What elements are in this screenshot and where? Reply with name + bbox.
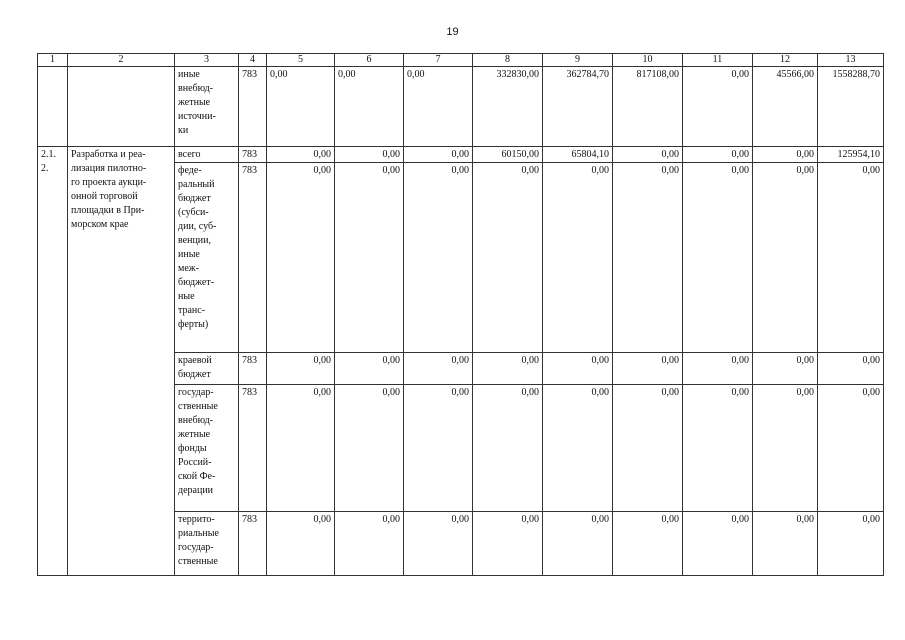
value-cell: 0,00 — [543, 385, 613, 512]
funding-source-cell: всего — [175, 147, 239, 163]
value-cell: 0,00 — [818, 353, 884, 385]
value-cell: 0,00 — [335, 147, 404, 163]
value-cell: 0,00 — [683, 353, 753, 385]
header-row — [38, 54, 884, 67]
budget-table — [37, 53, 884, 576]
value-cell: 0,00 — [267, 385, 335, 512]
column-header: 3 — [175, 54, 239, 67]
value-cell: 65804,10 — [543, 147, 613, 163]
value-cell: 0,00 — [473, 385, 543, 512]
funding-source-cell: краевой бюджет — [175, 353, 239, 385]
column-header: 12 — [753, 54, 818, 67]
page-number: 19 — [446, 26, 459, 38]
value-cell: 125954,10 — [818, 147, 884, 163]
value-cell: 1558288,70 — [818, 67, 884, 147]
code-cell: 783 — [239, 385, 267, 512]
item-number-cell — [38, 67, 68, 147]
value-cell: 0,00 — [683, 163, 753, 353]
column-header: 5 — [267, 54, 335, 67]
value-cell: 0,00 — [613, 512, 683, 576]
value-cell: 0,00 — [335, 512, 404, 576]
value-cell: 0,00 — [753, 512, 818, 576]
value-cell: 0,00 — [335, 353, 404, 385]
funding-source-cell: террито- риальные государ- ственные — [175, 512, 239, 576]
value-cell: 0,00 — [753, 353, 818, 385]
column-header: 10 — [613, 54, 683, 67]
table-row — [38, 67, 884, 147]
column-header: 4 — [239, 54, 267, 67]
item-number-cell: 2.1. 2. — [38, 147, 68, 576]
value-cell: 0,00 — [753, 147, 818, 163]
value-cell: 0,00 — [753, 163, 818, 353]
value-cell: 0,00 — [543, 512, 613, 576]
value-cell: 0,00 — [267, 512, 335, 576]
value-cell: 0,00 — [613, 353, 683, 385]
value-cell: 0,00 — [335, 67, 404, 147]
value-cell: 0,00 — [473, 512, 543, 576]
code-cell: 783 — [239, 512, 267, 576]
column-header: 9 — [543, 54, 613, 67]
column-header: 2 — [68, 54, 175, 67]
code-cell: 783 — [239, 67, 267, 147]
value-cell: 0,00 — [683, 385, 753, 512]
value-cell: 0,00 — [613, 163, 683, 353]
item-name-cell: Разработка и реа- лизация пилотно- го проекта аукци- онной торговой площадки в При- морском крае — [68, 147, 175, 576]
column-header: 8 — [473, 54, 543, 67]
code-cell: 783 — [239, 147, 267, 163]
value-cell: 60150,00 — [473, 147, 543, 163]
code-cell: 783 — [239, 353, 267, 385]
table-row — [38, 147, 884, 163]
value-cell: 0,00 — [335, 163, 404, 353]
value-cell: 0,00 — [543, 163, 613, 353]
funding-source-cell: иные внебюд- жетные источни- ки — [175, 67, 239, 147]
value-cell: 817108,00 — [613, 67, 683, 147]
value-cell: 0,00 — [335, 385, 404, 512]
value-cell: 0,00 — [473, 353, 543, 385]
item-name-cell — [68, 67, 175, 147]
value-cell: 0,00 — [267, 147, 335, 163]
value-cell: 45566,00 — [753, 67, 818, 147]
column-header: 7 — [404, 54, 473, 67]
column-header: 1 — [38, 54, 68, 67]
value-cell: 0,00 — [267, 353, 335, 385]
value-cell: 362784,70 — [543, 67, 613, 147]
value-cell: 0,00 — [753, 385, 818, 512]
value-cell: 0,00 — [473, 163, 543, 353]
code-cell: 783 — [239, 163, 267, 353]
value-cell: 0,00 — [683, 147, 753, 163]
value-cell: 0,00 — [683, 67, 753, 147]
value-cell: 0,00 — [613, 385, 683, 512]
column-header: 11 — [683, 54, 753, 67]
value-cell: 0,00 — [404, 512, 473, 576]
column-header: 6 — [335, 54, 404, 67]
value-cell: 0,00 — [613, 147, 683, 163]
funding-source-cell: феде- ральный бюджет (субси- дии, суб- венции, иные меж- бюджет- ные транс- ферты) — [175, 163, 239, 353]
value-cell: 0,00 — [267, 163, 335, 353]
value-cell: 0,00 — [818, 385, 884, 512]
value-cell: 0,00 — [543, 353, 613, 385]
column-header: 13 — [818, 54, 884, 67]
value-cell: 0,00 — [404, 163, 473, 353]
value-cell: 0,00 — [404, 385, 473, 512]
value-cell: 0,00 — [404, 147, 473, 163]
value-cell: 0,00 — [818, 163, 884, 353]
funding-source-cell: государ- ственные внебюд- жетные фонды Россий- ской Фе- дерации — [175, 385, 239, 512]
value-cell: 0,00 — [267, 67, 335, 147]
value-cell: 0,00 — [683, 512, 753, 576]
value-cell: 0,00 — [404, 67, 473, 147]
value-cell: 0,00 — [818, 512, 884, 576]
value-cell: 332830,00 — [473, 67, 543, 147]
value-cell: 0,00 — [404, 353, 473, 385]
